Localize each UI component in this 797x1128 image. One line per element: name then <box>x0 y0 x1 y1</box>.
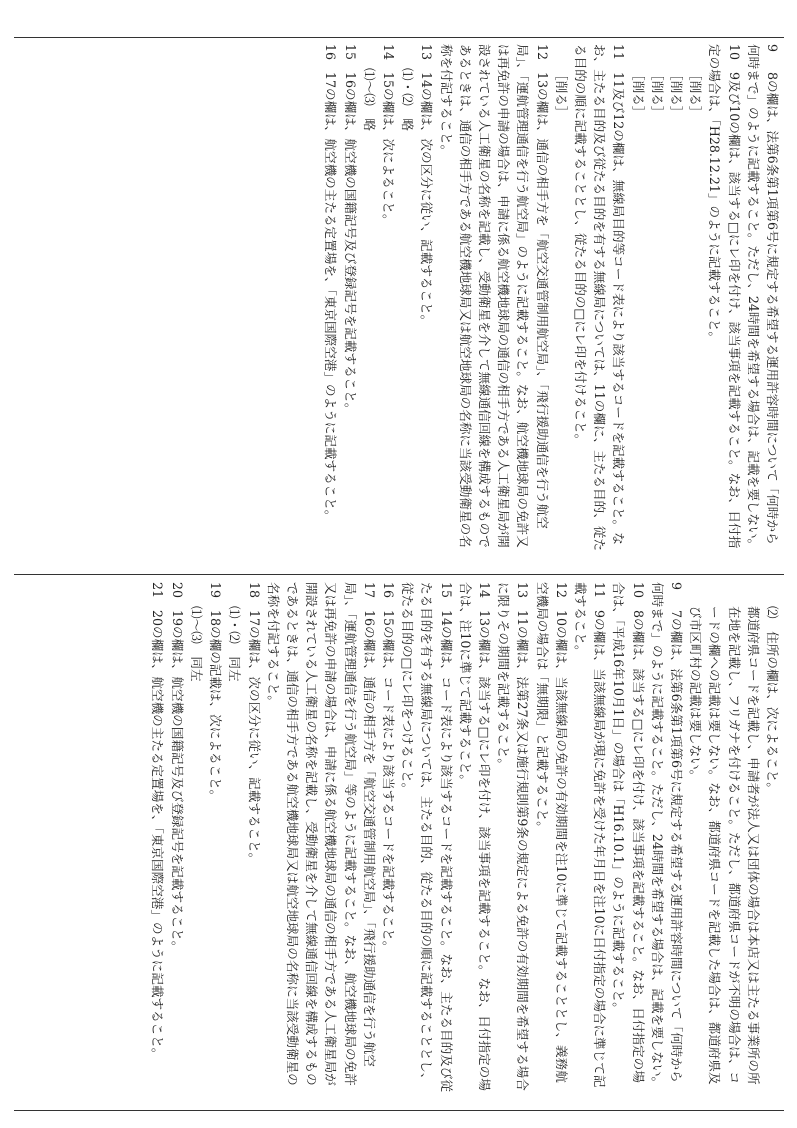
note-text: ［削る］ <box>668 68 684 119</box>
note-text: 都道府県コードを記載し、申請者が法人又は団体の場合は本店又は主たる事業所の所在地を記載し、フリガナを付けること。ただし、都道府県コードが不明の場合は、コードの欄への記載は要しない。なお、都道府県コードを記載した場合は、都道府県及び市区町村の記載は要しない。 <box>688 606 761 1085</box>
note-item <box>456 582 494 1092</box>
note-text: 18の欄の記載は、次によること。 <box>208 610 224 803</box>
note-text: 11の欄は、法第27条又は施行規則第9条の規定による免許の有効期間を希望する場合に限りその期間を記載すること。 <box>496 582 531 1091</box>
note-number: 17 <box>361 582 377 599</box>
note-text: ⑵ 住所の欄は、次によること。 <box>765 606 780 795</box>
note-text: 14の欄は、コード表により該当するコードを記載すること。なお、主たる目的及び従たる目的を有する無線局については、主たる目的、従たる目的の順に記載することとし、従たる目的の□にレ印をつけること。 <box>400 582 454 1092</box>
note-item <box>667 44 686 554</box>
current-text-block <box>14 582 784 1102</box>
note-item <box>379 582 398 1092</box>
note-item <box>225 582 244 1092</box>
note-item <box>206 582 225 1092</box>
middle-rule <box>14 574 784 575</box>
note-number: 15 <box>438 582 454 599</box>
note-number: 21 <box>150 582 166 599</box>
note-text: 14の欄は、次の区分に従い、記載すること。 <box>419 72 435 328</box>
note-text: 15の欄は、次によること。 <box>380 72 396 227</box>
note-text: ⑴・⑵ 同左 <box>227 606 243 682</box>
note-text: 10の欄は、当該無線局の免許の有効期間を注10に準じて記載することとし、義務航空機局の場合は「無期限」と記載すること。 <box>534 582 569 1083</box>
note-text: 11及び12の欄は、無線局目的等コード表により該当するコードを記載すること。なお、主たる目的及び従たる目的を有する無線局については、11の欄に、主たる目的、従たる目的の順に記載することとし、従たる目的の□にレ印を付けること。 <box>572 44 627 551</box>
note-number: 16 <box>323 44 339 61</box>
note-item <box>705 44 743 554</box>
note-text: 19の欄は、航空機の国籍記号及び登録記号を記載すること。 <box>169 610 185 954</box>
note-text: 20の欄は、航空機の主たる定置場を、「東京国際空港」のように記載すること。 <box>150 610 166 1061</box>
note-text: 17の欄は、次の区分に従い、記載すること。 <box>246 610 262 866</box>
note-number: 13 <box>515 582 531 599</box>
note-item <box>571 582 609 1092</box>
note-number: 10 <box>726 44 742 61</box>
note-number: 12 <box>553 582 569 599</box>
note-number: 14 <box>476 582 492 599</box>
note-text: 16の欄は、通信の相手方を「航空交通管制用航空局」、「飛行援助通信を行う航空局」、「運航管理通信を行う航空局」等のように記載すること。なお、航空機地球局の免許又は再免許の申請の場合は、申請に係る航空機地球局の通信の相手方である人工衛星局が開設されている人工衛星の名称を記載し、受動衛星を介して無線通信回線を構成するものであるときは、通信の相手方である航空機地球局又は航空地球局の名称に当該受動衛星の名称を付記すること。 <box>265 582 377 1086</box>
note-item <box>340 44 359 554</box>
note-number: 11 <box>611 44 627 61</box>
note-text: 15の欄は、コード表により該当するコードを記載すること。 <box>380 610 396 954</box>
note-text: ［削る］ <box>649 68 665 119</box>
bottom-rule <box>14 1110 784 1111</box>
note-item <box>571 44 629 554</box>
note-item <box>532 582 570 1092</box>
note-text: ［削る］ <box>553 68 569 119</box>
note-number: 19 <box>208 582 224 599</box>
note-item <box>763 582 782 1092</box>
note-item <box>321 44 340 554</box>
note-number: 18 <box>246 582 262 599</box>
note-item <box>628 44 647 554</box>
note-text: 17の欄は、航空機の主たる定置場を、「東京国際空港」のように記載すること。 <box>323 72 339 523</box>
note-text: 8の欄は、該当する□にレ印を付け、該当事項を記載すること。なお、日付指定の場合は、「平成16年10月1日」の場合は「H16.10.1」のように記載すること。 <box>611 582 646 1083</box>
note-text: ⑴～⑶ 略 <box>361 68 377 131</box>
note-item <box>648 582 686 1092</box>
note-item <box>398 582 456 1092</box>
note-item <box>360 44 379 554</box>
note-text: ⑴・⑵ 略 <box>400 68 416 131</box>
note-number: 15 <box>342 44 358 61</box>
note-item <box>168 582 187 1092</box>
note-text: 13の欄は、該当する□にレ印を付け、該当事項を記載すること。なお、日付指定の場合は、注10に準じて記載すること。 <box>457 582 492 1091</box>
note-number: 20 <box>169 582 185 599</box>
note-item <box>244 582 263 1092</box>
note-number: 11 <box>592 582 608 599</box>
note-number: 9 <box>765 44 780 53</box>
note-number: 14 <box>380 44 396 61</box>
note-item <box>264 582 379 1092</box>
note-number: 16 <box>380 582 396 599</box>
note-item <box>686 44 705 554</box>
note-text: 16の欄は、航空機の国籍記号及び登録記号を記載すること。 <box>342 72 358 416</box>
note-number: 9 <box>668 582 684 591</box>
note-item <box>686 582 763 1092</box>
note-text: ［削る］ <box>688 68 704 119</box>
revised-text-column <box>14 44 784 554</box>
note-text: ⑴～⑶ 同左 <box>188 606 204 682</box>
note-text: 7の欄は、法第6条第1項第6号に規定する希望する運用許容時間について「何時から何時まで」のように記載すること。ただし、24時間を希望する場合は、記載を要しない。 <box>649 582 684 1090</box>
current-text-column <box>14 582 784 1092</box>
note-item <box>398 44 417 554</box>
top-rule <box>14 37 784 38</box>
note-item <box>379 44 398 554</box>
note-item <box>436 44 551 554</box>
note-item <box>552 44 571 554</box>
note-item <box>494 582 532 1092</box>
note-text: 9及び10の欄は、該当する□にレ印を付け、該当事項を記載すること。なお、日付指定の場合は、「H28.12.21」のように記載すること。 <box>707 44 742 549</box>
note-text: 8の欄は、法第6条第1項第6号に規定する希望する運用許容時間について「何時から何時まで」のように記載すること。ただし、24時間を希望する場合は、記載を要しない。 <box>745 44 780 552</box>
note-text: ［削る］ <box>630 68 646 119</box>
note-item <box>417 44 436 554</box>
note-number: 12 <box>534 44 550 61</box>
note-item <box>148 582 167 1092</box>
note-text: 9の欄は、当該無線局が現に免許を受けた年月日を注10に日付指定の場合に準じて記載すること。 <box>572 582 608 1088</box>
note-number: 10 <box>630 582 646 599</box>
note-text: 13の欄は、通信の相手方を「航空交通管制用航空局」、「飛行援助通信を行う航空局」、「運航管理通信を行う航空局」のように記載すること。なお、航空機地球局の免許又は再免許の申請の場合は、申請に係る航空機地球局の通信の相手方である人工衛星局が開設されている人工衛星の名称を記載し、受動衛星を介して無線通信回線を構成するものであるときは、通信の相手方である航空機地球局又は航空地球局の名称に当該受動衛星の名称を付記すること。 <box>438 44 550 548</box>
note-number: 13 <box>419 44 435 61</box>
revised-text-block <box>14 44 784 564</box>
note-item <box>187 582 206 1092</box>
note-item <box>609 582 647 1092</box>
note-item <box>648 44 667 554</box>
note-item <box>744 44 782 554</box>
